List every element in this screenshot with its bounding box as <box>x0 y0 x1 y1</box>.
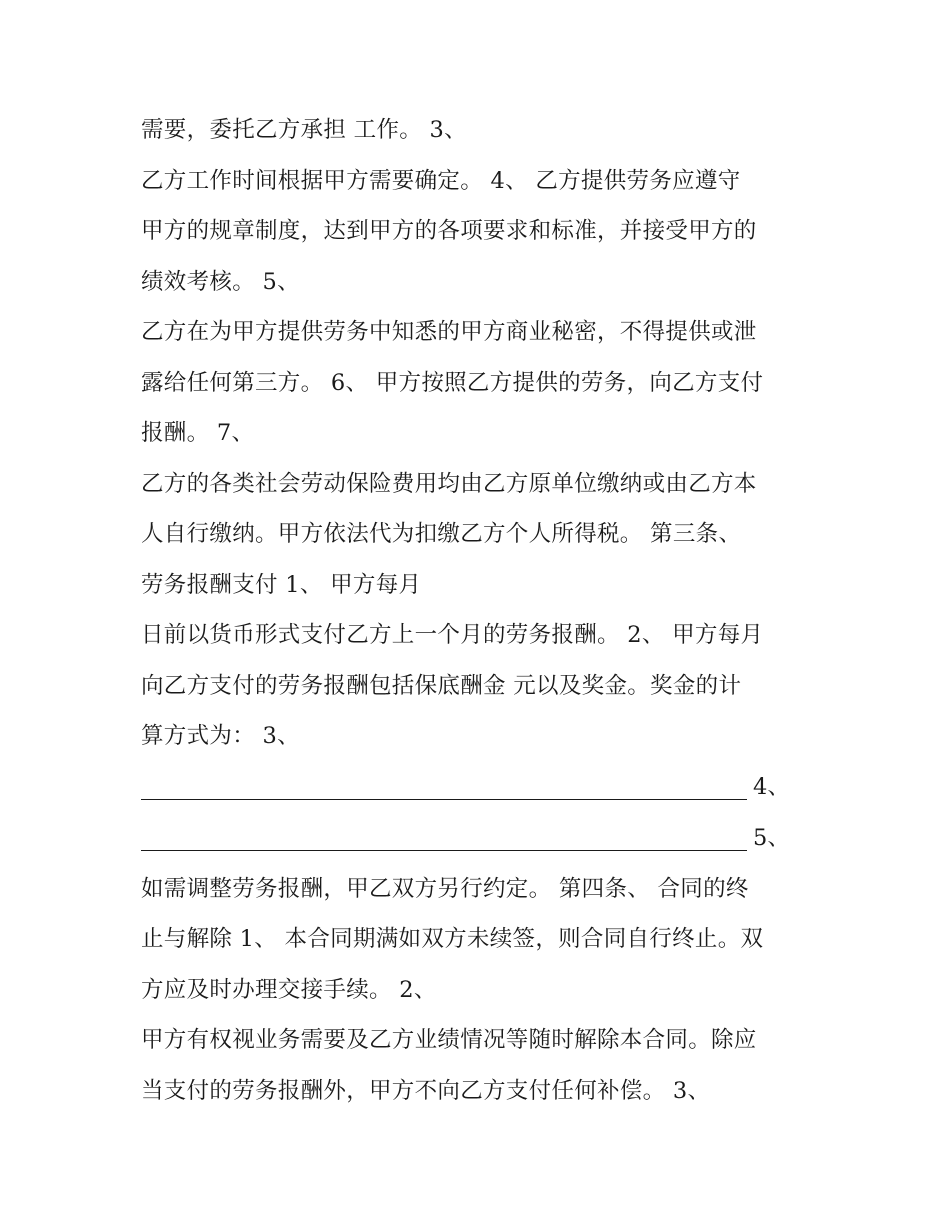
text-line: 方应及时办理交接手续。 2、 <box>141 977 437 1003</box>
text-line: 向乙方支付的劳务报酬包括保底酬金 元以及奖金。奖金的计 <box>141 673 742 699</box>
text-line: 当支付的劳务报酬外，甲方不向乙方支付任何补偿。 3、 <box>141 1078 711 1104</box>
text-line: 如需调整劳务报酬，甲乙双方另行约定。 第四条、 合同的终 <box>141 876 749 902</box>
fill-in-blank-row <box>141 823 801 853</box>
text-line: 劳务报酬支付 1、 甲方每月 <box>141 572 422 598</box>
fill-in-blank-row <box>141 772 801 802</box>
blank-underline <box>141 799 747 800</box>
text-line: 报酬。 7、 <box>141 420 255 446</box>
text-line: 露给任何第三方。 6、 甲方按照乙方提供的劳务，向乙方支付 <box>141 370 764 396</box>
text-line: 算方式为： 3、 <box>141 723 300 749</box>
blank-underline <box>141 850 747 851</box>
blank-row-number: 4、 <box>753 774 790 800</box>
text-line: 乙方的各类社会劳动保险费用均由乙方原单位缴纳或由乙方本 <box>141 471 757 497</box>
blank-row-number: 5、 <box>753 825 790 851</box>
text-line: 乙方工作时间根据甲方需要确定。 4、 乙方提供劳务应遵守 <box>141 168 741 194</box>
text-line: 人自行缴纳。甲方依法代为扣缴乙方个人所得税。 第三条、 <box>141 521 742 547</box>
text-line: 止与解除 1、 本合同期满如双方未续签，则合同自行终止。双 <box>141 926 764 952</box>
text-line: 甲方有权视业务需要及乙方业绩情况等随时解除本合同。除应 <box>141 1027 757 1053</box>
text-line: 日前以货币形式支付乙方上一个月的劳务报酬。 2、 甲方每月 <box>141 622 764 648</box>
text-line: 需要，委托乙方承担 工作。 3、 <box>141 117 467 143</box>
text-line: 乙方在为甲方提供劳务中知悉的甲方商业秘密，不得提供或泄 <box>141 319 757 345</box>
text-line: 甲方的规章制度，达到甲方的各项要求和标准，并接受甲方的 <box>141 218 757 244</box>
text-line: 绩效考核。 5、 <box>141 269 300 295</box>
